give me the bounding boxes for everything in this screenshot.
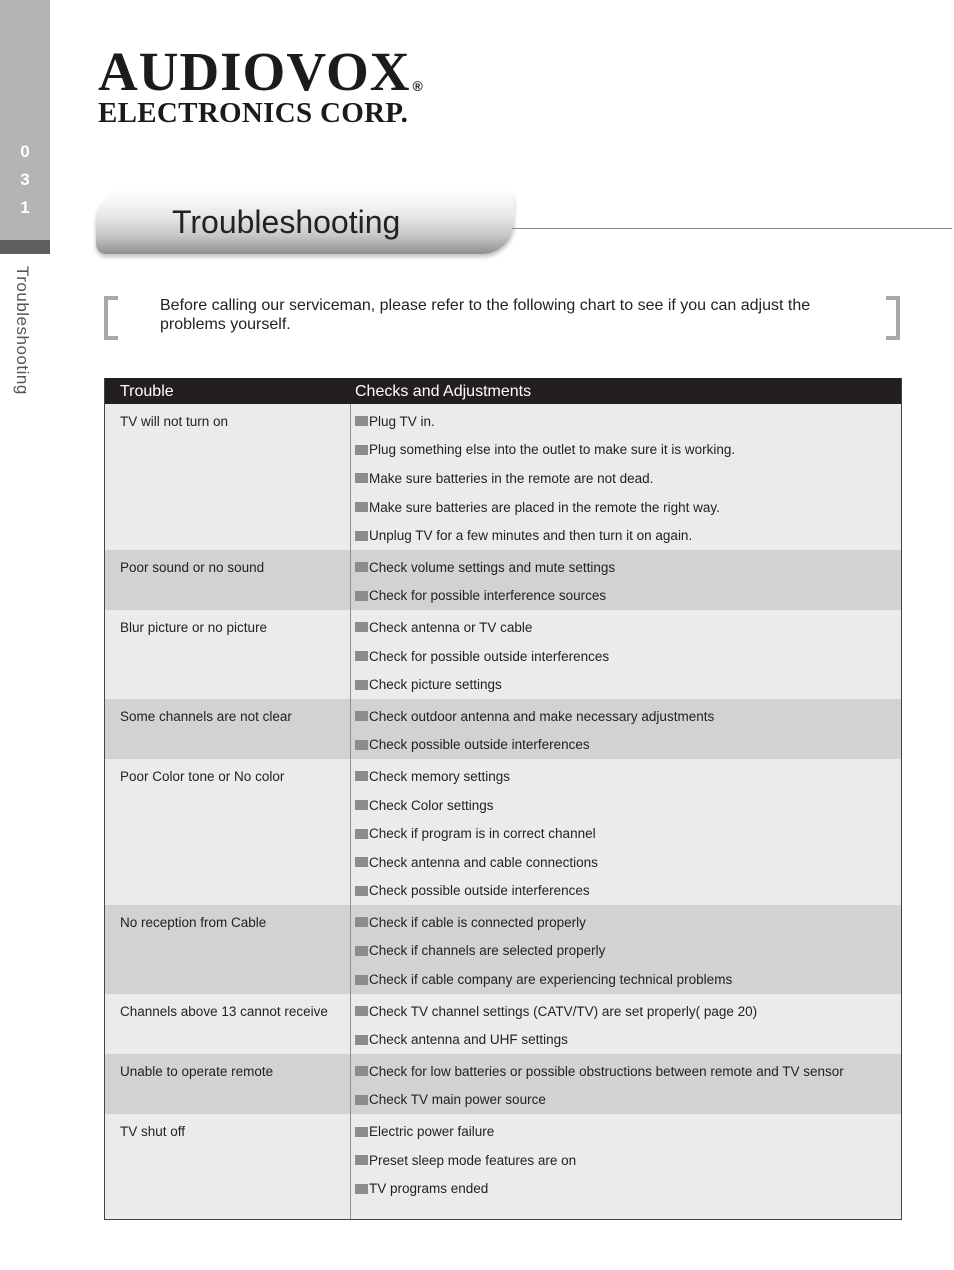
- check-text: Check for low batteries or possible obstructions between remote and TV sensor: [369, 1063, 844, 1079]
- check-item: [355, 1057, 901, 1086]
- check-text: Check if cable company are experiencing technical problems: [369, 972, 733, 988]
- check-text: Check antenna and UHF settings: [369, 1032, 568, 1048]
- bullet-square-icon: [355, 591, 368, 601]
- check-item: [355, 819, 901, 848]
- logo-main-text: AUDIOVOX: [98, 41, 411, 102]
- trouble-cell: Channels above 13 cannot receive: [105, 994, 351, 1054]
- check-text: Preset sleep mode features are on: [369, 1152, 577, 1168]
- side-tab-marker: [0, 240, 50, 254]
- trouble-cell: Unable to operate remote: [105, 1054, 351, 1114]
- check-item: [355, 1086, 901, 1115]
- bullet-square-icon: [355, 1095, 368, 1105]
- check-item: [355, 642, 901, 671]
- table-row: [105, 610, 901, 699]
- check-text: Check possible outside interferences: [369, 737, 590, 753]
- trouble-cell: Poor Color tone or No color: [105, 759, 351, 905]
- trouble-cell: TV will not turn on: [105, 404, 351, 550]
- checks-cell: [351, 404, 901, 550]
- check-item: [355, 762, 901, 791]
- check-item: [355, 908, 901, 937]
- check-item: [355, 613, 901, 642]
- check-text: Check TV main power source: [369, 1092, 546, 1108]
- page-number: [0, 138, 50, 222]
- check-item: [355, 937, 901, 966]
- bullet-square-icon: [355, 416, 368, 426]
- header-trouble: Trouble: [120, 383, 174, 400]
- bullet-square-icon: [355, 1006, 368, 1016]
- trouble-cell: Some channels are not clear: [105, 699, 351, 759]
- troubleshooting-table: [104, 378, 902, 1220]
- check-text: Electric power failure: [369, 1124, 495, 1140]
- checks-cell: [351, 905, 901, 994]
- table-row: [105, 404, 901, 550]
- table-row: [105, 759, 901, 905]
- table-row: [105, 699, 901, 759]
- check-item: [355, 1174, 901, 1203]
- trouble-cell: Blur picture or no picture: [105, 610, 351, 699]
- table-header: [105, 378, 901, 404]
- check-text: Check memory settings: [369, 768, 511, 784]
- check-text: Plug TV in.: [369, 413, 435, 429]
- bullet-square-icon: [355, 680, 368, 690]
- bullet-square-icon: [355, 445, 368, 455]
- bullet-square-icon: [355, 857, 368, 867]
- check-item: [355, 464, 901, 493]
- check-text: Check for possible outside interferences: [369, 648, 610, 664]
- checks-cell: [351, 1054, 901, 1114]
- checks-cell: [351, 610, 901, 699]
- right-bracket-icon: [886, 296, 900, 340]
- table-row: [105, 1114, 901, 1219]
- logo-subtitle: ELECTRONICS CORP.: [98, 97, 409, 129]
- trouble-cell: TV shut off: [105, 1114, 351, 1219]
- check-item: [355, 670, 901, 699]
- bullet-square-icon: [355, 800, 368, 810]
- bullet-square-icon: [355, 946, 368, 956]
- check-text: Make sure batteries are placed in the remote the right way.: [369, 499, 720, 515]
- table-body: [105, 404, 901, 1219]
- logo-wordmark: [98, 41, 428, 102]
- check-text: Unplug TV for a few minutes and then turn it on again.: [369, 528, 693, 544]
- checks-cell: [351, 759, 901, 905]
- bullet-square-icon: [355, 473, 368, 483]
- check-item: [355, 848, 901, 877]
- checks-cell: [351, 994, 901, 1054]
- check-text: Check if program is in correct channel: [369, 826, 596, 842]
- section-title: Troubleshooting: [172, 204, 401, 240]
- check-text: Check if cable is connected properly: [369, 914, 586, 930]
- bullet-square-icon: [355, 531, 368, 541]
- bullet-square-icon: [355, 975, 368, 985]
- bullet-square-icon: [355, 502, 368, 512]
- bullet-square-icon: [355, 1184, 368, 1194]
- check-item: [355, 553, 901, 582]
- side-section-label: Troubleshooting: [13, 266, 32, 395]
- bullet-square-icon: [355, 1035, 368, 1045]
- check-item: [355, 731, 901, 760]
- bullet-square-icon: [355, 1127, 368, 1137]
- check-item: [355, 1146, 901, 1175]
- table-row: [105, 905, 901, 994]
- intro-text: Before calling our serviceman, please refer to the following chart to see if you can adjust the problems yourself.: [160, 297, 811, 333]
- check-text: Check TV channel settings (CATV/TV) are set properly( page 20): [369, 1003, 758, 1019]
- check-text: TV programs ended: [369, 1181, 489, 1197]
- check-text: Check possible outside interferences: [369, 883, 590, 899]
- bullet-square-icon: [355, 562, 368, 572]
- table-row: [105, 550, 901, 610]
- bullet-square-icon: [355, 651, 368, 661]
- check-text: Check Color settings: [369, 797, 494, 813]
- page-digit: 0: [20, 142, 30, 161]
- header-checks: Checks and Adjustments: [355, 383, 532, 400]
- check-item: [355, 877, 901, 906]
- banner-divider: [512, 228, 952, 229]
- bullet-square-icon: [355, 740, 368, 750]
- check-text: Check antenna or TV cable: [369, 619, 533, 635]
- check-text: Check volume settings and mute settings: [369, 559, 616, 575]
- bullet-square-icon: [355, 886, 368, 896]
- check-text: Check outdoor antenna and make necessary adjustments: [369, 708, 715, 724]
- check-text: Check antenna and cable connections: [369, 854, 598, 870]
- checks-cell: [351, 699, 901, 759]
- bullet-square-icon: [355, 1066, 368, 1076]
- check-text: Plug something else into the outlet to make sure it is working.: [369, 442, 736, 458]
- check-item: [355, 407, 901, 436]
- check-item: [355, 965, 901, 994]
- bullet-square-icon: [355, 771, 368, 781]
- registered-mark: ®: [412, 78, 424, 94]
- page-digit: 1: [20, 198, 30, 217]
- check-item: [355, 582, 901, 611]
- check-item: [355, 493, 901, 522]
- check-item: [355, 791, 901, 820]
- trouble-cell: Poor sound or no sound: [105, 550, 351, 610]
- check-text: Check if channels are selected properly: [369, 943, 606, 959]
- check-item: [355, 702, 901, 731]
- check-text: Check for possible interference sources: [369, 588, 607, 604]
- bullet-square-icon: [355, 1155, 368, 1165]
- checks-cell: [351, 1114, 901, 1219]
- bullet-square-icon: [355, 917, 368, 927]
- check-item: [355, 1117, 901, 1146]
- trouble-cell: No reception from Cable: [105, 905, 351, 994]
- checks-cell: [351, 550, 901, 610]
- left-bracket-icon: [104, 296, 118, 340]
- table-row: [105, 994, 901, 1054]
- check-item: [355, 521, 901, 550]
- check-item: [355, 997, 901, 1026]
- bullet-square-icon: [355, 711, 368, 721]
- table-bottom-padding: [355, 1203, 901, 1219]
- audiovox-logo: [98, 41, 428, 129]
- bullet-square-icon: [355, 829, 368, 839]
- page-digit: 3: [20, 170, 30, 189]
- check-text: Make sure batteries in the remote are not dead.: [369, 470, 654, 486]
- check-text: Check picture settings: [369, 677, 502, 693]
- bullet-square-icon: [355, 622, 368, 632]
- check-item: [355, 1025, 901, 1054]
- check-item: [355, 436, 901, 465]
- table-row: [105, 1054, 901, 1114]
- section-banner: [96, 190, 514, 254]
